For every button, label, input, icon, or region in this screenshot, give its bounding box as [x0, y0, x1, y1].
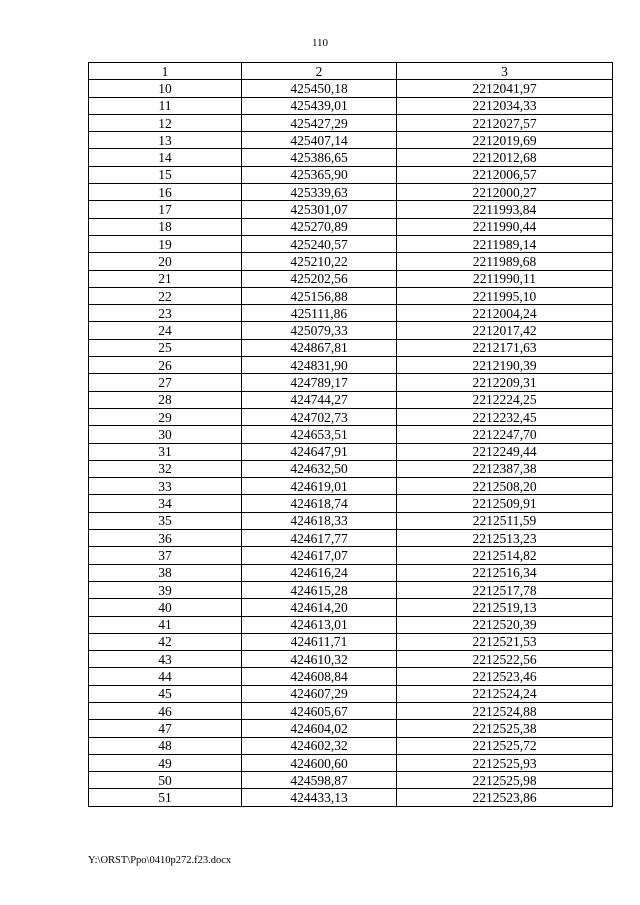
- x-coordinate-cell: 425156,88: [242, 287, 397, 304]
- x-coordinate-cell: 425439,01: [242, 97, 397, 114]
- point-number-cell: 45: [89, 685, 242, 702]
- y-coordinate-cell: 2212514,82: [397, 547, 613, 564]
- point-number-cell: 11: [89, 97, 242, 114]
- y-coordinate-cell: 2212387,38: [397, 460, 613, 477]
- point-number-cell: 39: [89, 581, 242, 598]
- x-coordinate-cell: 424615,28: [242, 581, 397, 598]
- y-coordinate-cell: 2212004,24: [397, 305, 613, 322]
- point-number-cell: 40: [89, 599, 242, 616]
- coordinates-table: [88, 62, 613, 807]
- x-coordinate-cell: 424614,20: [242, 599, 397, 616]
- x-coordinate-cell: 424744,27: [242, 391, 397, 408]
- point-number-cell: 37: [89, 547, 242, 564]
- point-number-cell: 21: [89, 270, 242, 287]
- y-coordinate-cell: 2212523,86: [397, 789, 613, 806]
- table-row: [89, 374, 613, 391]
- y-coordinate-cell: 2212224,25: [397, 391, 613, 408]
- table-row: [89, 132, 613, 149]
- y-coordinate-cell: 2211993,84: [397, 201, 613, 218]
- x-coordinate-cell: 424617,07: [242, 547, 397, 564]
- table-row: [89, 772, 613, 789]
- table-row: [89, 80, 613, 97]
- table-header: [89, 63, 613, 80]
- table-row: [89, 218, 613, 235]
- point-number-cell: 49: [89, 754, 242, 771]
- table-row: [89, 737, 613, 754]
- point-number-cell: 36: [89, 530, 242, 547]
- y-coordinate-cell: 2211990,11: [397, 270, 613, 287]
- x-coordinate-cell: 425270,89: [242, 218, 397, 235]
- y-coordinate-cell: 2212520,39: [397, 616, 613, 633]
- point-number-cell: 26: [89, 357, 242, 374]
- point-number-cell: 16: [89, 184, 242, 201]
- table-row: [89, 235, 613, 252]
- y-coordinate-cell: 2212522,56: [397, 651, 613, 668]
- table-row: [89, 789, 613, 806]
- x-coordinate-cell: 424789,17: [242, 374, 397, 391]
- point-number-cell: 12: [89, 114, 242, 131]
- x-coordinate-cell: 424610,32: [242, 651, 397, 668]
- y-coordinate-cell: 2212012,68: [397, 149, 613, 166]
- x-coordinate-cell: 425407,14: [242, 132, 397, 149]
- y-coordinate-cell: 2212524,24: [397, 685, 613, 702]
- x-coordinate-cell: 425240,57: [242, 235, 397, 252]
- y-coordinate-cell: 2212511,59: [397, 512, 613, 529]
- x-coordinate-cell: 424600,60: [242, 754, 397, 771]
- y-coordinate-cell: 2212190,39: [397, 357, 613, 374]
- y-coordinate-cell: 2212019,69: [397, 132, 613, 149]
- x-coordinate-cell: 425386,65: [242, 149, 397, 166]
- point-number-cell: 31: [89, 443, 242, 460]
- x-coordinate-cell: 424702,73: [242, 408, 397, 425]
- table-row: [89, 426, 613, 443]
- y-coordinate-cell: 2212247,70: [397, 426, 613, 443]
- x-coordinate-cell: 424618,33: [242, 512, 397, 529]
- table-row: [89, 633, 613, 650]
- table-row: [89, 754, 613, 771]
- x-coordinate-cell: 424647,91: [242, 443, 397, 460]
- point-number-cell: 47: [89, 720, 242, 737]
- x-coordinate-cell: 424607,29: [242, 685, 397, 702]
- table-row: [89, 685, 613, 702]
- x-coordinate-cell: 425427,29: [242, 114, 397, 131]
- x-coordinate-cell: 425339,63: [242, 184, 397, 201]
- table-body: [89, 80, 613, 806]
- y-coordinate-cell: 2212524,88: [397, 702, 613, 719]
- y-coordinate-cell: 2212508,20: [397, 478, 613, 495]
- point-number-cell: 22: [89, 287, 242, 304]
- table-row: [89, 512, 613, 529]
- y-coordinate-cell: 2212232,45: [397, 408, 613, 425]
- table-row: [89, 668, 613, 685]
- point-number-cell: 27: [89, 374, 242, 391]
- y-coordinate-cell: 2212249,44: [397, 443, 613, 460]
- table-row: [89, 478, 613, 495]
- y-coordinate-cell: 2212523,46: [397, 668, 613, 685]
- point-number-cell: 17: [89, 201, 242, 218]
- y-coordinate-cell: 2212513,23: [397, 530, 613, 547]
- table-row: [89, 339, 613, 356]
- point-number-cell: 30: [89, 426, 242, 443]
- table-row: [89, 357, 613, 374]
- x-coordinate-cell: 425111,86: [242, 305, 397, 322]
- footer-file-path: Y:\ORST\Ppo\0410p272.f23.docx: [88, 855, 232, 866]
- table-row: [89, 702, 613, 719]
- point-number-cell: 35: [89, 512, 242, 529]
- table-header-row: [89, 63, 613, 80]
- x-coordinate-cell: 424605,67: [242, 702, 397, 719]
- x-coordinate-cell: 424831,90: [242, 357, 397, 374]
- point-number-cell: 48: [89, 737, 242, 754]
- y-coordinate-cell: 2212525,98: [397, 772, 613, 789]
- y-coordinate-cell: 2211995,10: [397, 287, 613, 304]
- point-number-cell: 44: [89, 668, 242, 685]
- x-coordinate-cell: 424613,01: [242, 616, 397, 633]
- point-number-cell: 41: [89, 616, 242, 633]
- point-number-cell: 34: [89, 495, 242, 512]
- point-number-cell: 18: [89, 218, 242, 235]
- x-coordinate-cell: 424867,81: [242, 339, 397, 356]
- point-number-cell: 13: [89, 132, 242, 149]
- table-row: [89, 270, 613, 287]
- y-coordinate-cell: 2212521,53: [397, 633, 613, 650]
- point-number-cell: 51: [89, 789, 242, 806]
- point-number-cell: 19: [89, 235, 242, 252]
- header-column-3: 3: [397, 63, 613, 80]
- x-coordinate-cell: 425210,22: [242, 253, 397, 270]
- table-row: [89, 322, 613, 339]
- x-coordinate-cell: 424611,71: [242, 633, 397, 650]
- point-number-cell: 24: [89, 322, 242, 339]
- x-coordinate-cell: 424598,87: [242, 772, 397, 789]
- table-row: [89, 391, 613, 408]
- x-coordinate-cell: 424608,84: [242, 668, 397, 685]
- point-number-cell: 32: [89, 460, 242, 477]
- point-number-cell: 43: [89, 651, 242, 668]
- y-coordinate-cell: 2212519,13: [397, 599, 613, 616]
- point-number-cell: 33: [89, 478, 242, 495]
- table-row: [89, 495, 613, 512]
- y-coordinate-cell: 2212034,33: [397, 97, 613, 114]
- point-number-cell: 20: [89, 253, 242, 270]
- x-coordinate-cell: 424617,77: [242, 530, 397, 547]
- table-row: [89, 408, 613, 425]
- page-number: 110: [311, 37, 329, 49]
- point-number-cell: 46: [89, 702, 242, 719]
- x-coordinate-cell: 424619,01: [242, 478, 397, 495]
- table-row: [89, 253, 613, 270]
- point-number-cell: 14: [89, 149, 242, 166]
- y-coordinate-cell: 2212525,93: [397, 754, 613, 771]
- x-coordinate-cell: 424618,74: [242, 495, 397, 512]
- table-row: [89, 460, 613, 477]
- point-number-cell: 25: [89, 339, 242, 356]
- table-row: [89, 97, 613, 114]
- x-coordinate-cell: 425079,33: [242, 322, 397, 339]
- header-column-2: 2: [242, 63, 397, 80]
- point-number-cell: 50: [89, 772, 242, 789]
- y-coordinate-cell: 2212041,97: [397, 80, 613, 97]
- y-coordinate-cell: 2212209,31: [397, 374, 613, 391]
- y-coordinate-cell: 2212525,38: [397, 720, 613, 737]
- point-number-cell: 29: [89, 408, 242, 425]
- x-coordinate-cell: 424616,24: [242, 564, 397, 581]
- y-coordinate-cell: 2211990,44: [397, 218, 613, 235]
- x-coordinate-cell: 425450,18: [242, 80, 397, 97]
- point-number-cell: 15: [89, 166, 242, 183]
- y-coordinate-cell: 2212171,63: [397, 339, 613, 356]
- y-coordinate-cell: 2212517,78: [397, 581, 613, 598]
- table-row: [89, 114, 613, 131]
- y-coordinate-cell: 2212000,27: [397, 184, 613, 201]
- table-row: [89, 184, 613, 201]
- table-row: [89, 616, 613, 633]
- y-coordinate-cell: 2211989,68: [397, 253, 613, 270]
- y-coordinate-cell: 2212006,57: [397, 166, 613, 183]
- x-coordinate-cell: 424604,02: [242, 720, 397, 737]
- point-number-cell: 38: [89, 564, 242, 581]
- x-coordinate-cell: 424433,13: [242, 789, 397, 806]
- table-row: [89, 547, 613, 564]
- table-row: [89, 651, 613, 668]
- point-number-cell: 42: [89, 633, 242, 650]
- table-row: [89, 201, 613, 218]
- table-row: [89, 166, 613, 183]
- table-row: [89, 720, 613, 737]
- table-row: [89, 530, 613, 547]
- y-coordinate-cell: 2212525,72: [397, 737, 613, 754]
- x-coordinate-cell: 425202,56: [242, 270, 397, 287]
- x-coordinate-cell: 425365,90: [242, 166, 397, 183]
- x-coordinate-cell: 424653,51: [242, 426, 397, 443]
- table-row: [89, 599, 613, 616]
- x-coordinate-cell: 424632,50: [242, 460, 397, 477]
- header-column-1: 1: [89, 63, 242, 80]
- x-coordinate-cell: 425301,07: [242, 201, 397, 218]
- table-row: [89, 149, 613, 166]
- point-number-cell: 10: [89, 80, 242, 97]
- point-number-cell: 23: [89, 305, 242, 322]
- y-coordinate-cell: 2212509,91: [397, 495, 613, 512]
- table-row: [89, 443, 613, 460]
- table-row: [89, 564, 613, 581]
- table-row: [89, 287, 613, 304]
- y-coordinate-cell: 2211989,14: [397, 235, 613, 252]
- y-coordinate-cell: 2212027,57: [397, 114, 613, 131]
- point-number-cell: 28: [89, 391, 242, 408]
- table-row: [89, 305, 613, 322]
- y-coordinate-cell: 2212017,42: [397, 322, 613, 339]
- x-coordinate-cell: 424602,32: [242, 737, 397, 754]
- y-coordinate-cell: 2212516,34: [397, 564, 613, 581]
- table-row: [89, 581, 613, 598]
